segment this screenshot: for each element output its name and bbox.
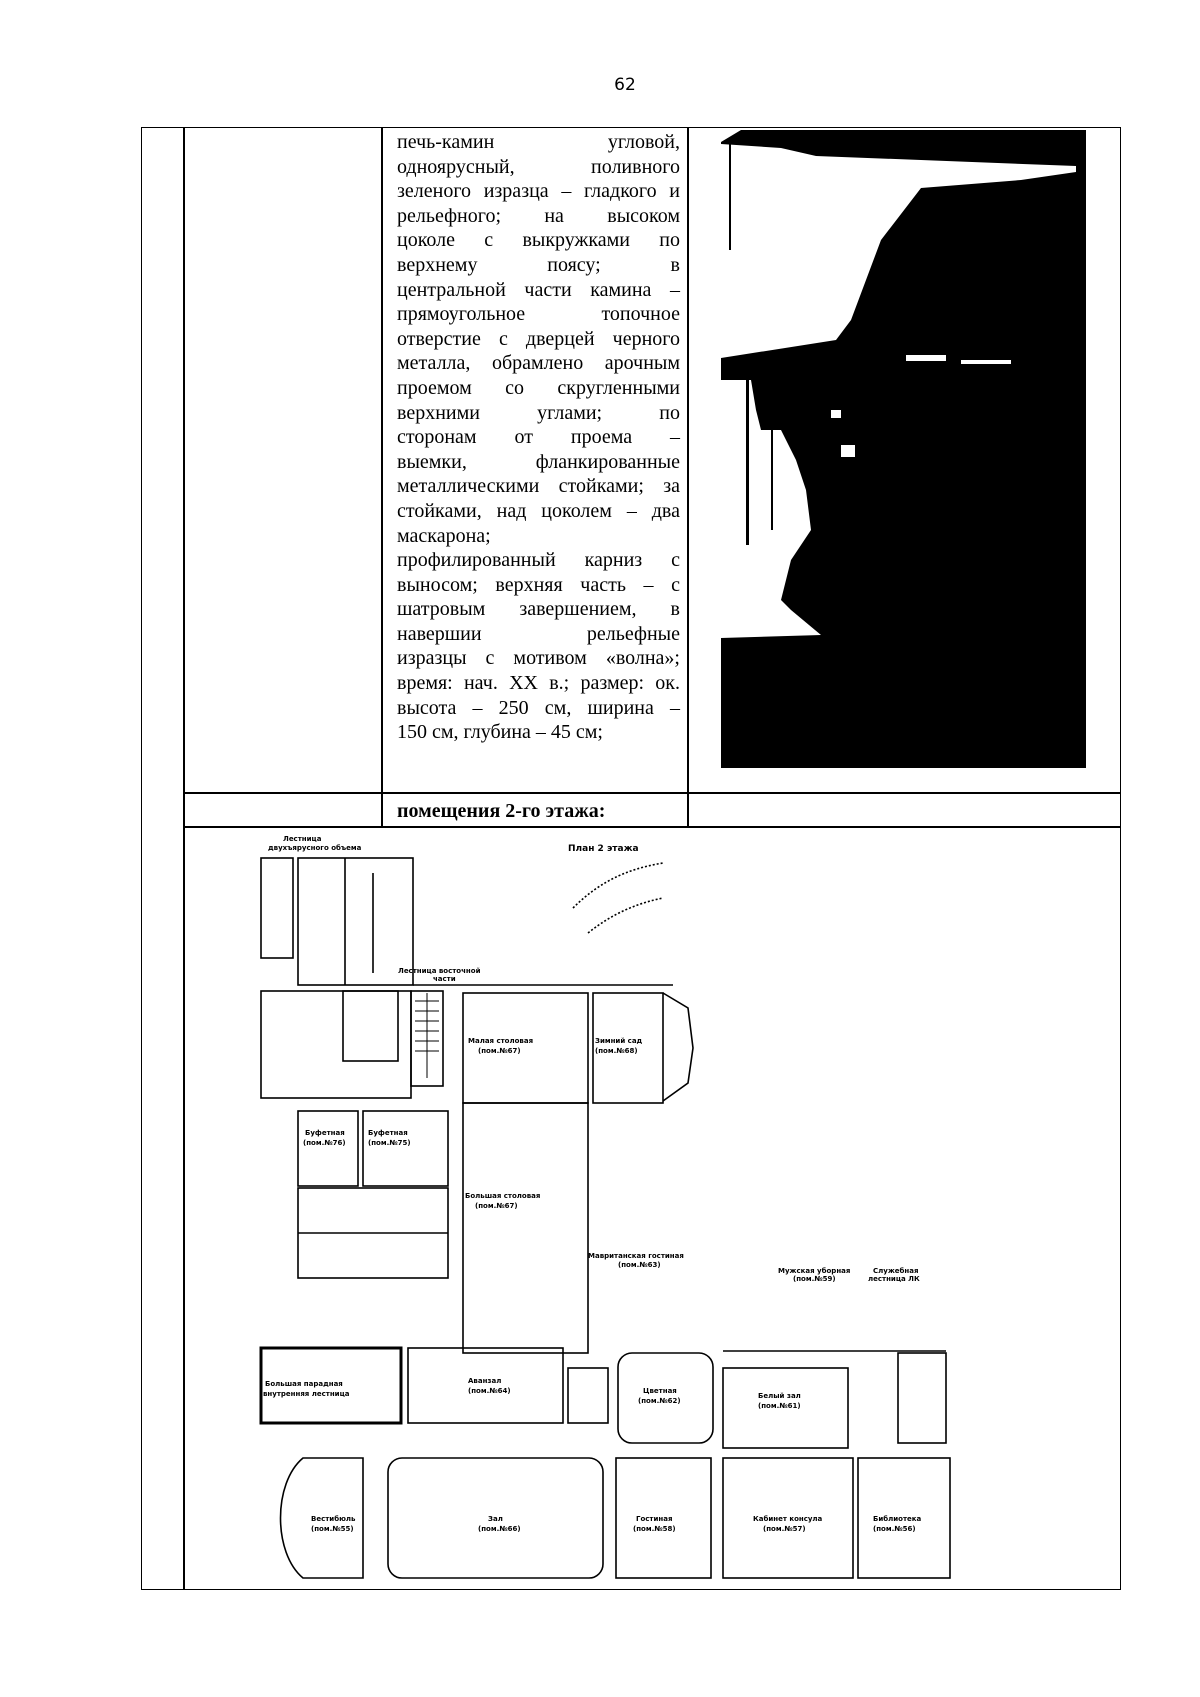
plan-title: План 2 этажа [568,844,639,854]
plan-label: Белый зал [758,1392,801,1400]
plan-label: (пом.№64) [468,1387,511,1395]
plan-label: Лестница восточной [398,967,481,975]
fireplace-description [397,130,680,745]
plan-label: (пом.№67) [475,1202,518,1210]
plan-label: Цветная [643,1387,677,1395]
plan-label: Буфетная [368,1129,408,1137]
description-line: выносом; верхняя часть – с [397,573,680,596]
plan-label: двухъярусного объема [268,844,362,852]
table-column-divider [183,127,185,1590]
plan-label: (пом.№58) [633,1525,676,1533]
floor-plan [243,833,1055,1588]
section-heading: помещения 2-го этажа: [397,800,606,822]
description-line: высота – 250 см, ширина – [397,696,680,719]
plan-label: Аванзал [468,1377,502,1385]
plan-label: (пом.№68) [595,1047,638,1055]
page-number: 62 [614,75,636,95]
description-line: одноярусный, поливного [397,155,680,178]
plan-label: (пом.№76) [303,1139,346,1147]
table-row-divider [183,826,1121,828]
plan-label: (пом.№62) [638,1397,681,1405]
description-line: профилированный карниз с [397,549,680,572]
description-line: шатровым завершением, в [397,598,680,621]
description-line: рельефного; на высоком [397,204,680,227]
plan-label: Большая столовая [465,1192,541,1200]
description-line: металлическими стойками; за [397,475,680,498]
description-line: навершии рельефные [397,622,680,645]
description-line: изразцы с мотивом «волна»; [397,647,680,670]
table-column-divider [381,127,383,827]
description-line: время: нач. XX в.; размер: ок. [397,672,680,695]
description-line: 150 см, глубина – 45 см; [397,721,603,744]
plan-label: Служебная [873,1267,919,1275]
plan-label: (пом.№57) [763,1525,806,1533]
plan-label: (пом.№55) [311,1525,354,1533]
description-line: маскарона; [397,524,491,547]
plan-label: Зал [488,1515,503,1523]
description-line: прямоугольное топочное [397,303,680,326]
fireplace-photo [721,130,1086,768]
plan-label: Библиотека [873,1515,922,1523]
table-row-divider [183,792,1121,794]
description-line: металла, обрамлено арочным [397,352,680,375]
plan-label: Мавританская гостиная [588,1252,684,1260]
table-column-divider [687,127,689,827]
description-line: выемки, фланкированные [397,450,680,473]
plan-label: Кабинет консула [753,1515,823,1523]
plan-label: (пом.№75) [368,1139,411,1147]
plan-label: Малая столовая [468,1037,534,1045]
description-line: сторонам от проема – [397,426,680,449]
plan-label: Вестибюль [311,1515,356,1523]
plan-label: Гостиная [636,1515,673,1523]
description-line: верхними углами; по [397,401,680,424]
plan-label: (пом.№59) [793,1275,836,1283]
description-line: проемом со скругленными [397,376,680,399]
plan-label: (пом.№66) [478,1525,521,1533]
description-line: зеленого изразца – гладкого и [397,180,680,203]
plan-label: внутренняя лестница [263,1390,350,1398]
plan-label: (пом.№63) [618,1261,661,1269]
plan-label: Лестница [283,835,322,843]
description-line: верхнему поясу; в [397,253,680,276]
plan-label: части [433,975,456,983]
plan-label: (пом.№56) [873,1525,916,1533]
plan-label: Зимний сад [595,1037,643,1045]
description-line: стойками, над цоколем – два [397,499,680,522]
plan-label: (пом.№61) [758,1402,801,1410]
description-line: цоколе с выкружками по [397,229,680,252]
plan-label: Мужская уборная [778,1267,851,1275]
plan-label: (пом.№67) [478,1047,521,1055]
description-line: центральной части камина – [397,278,680,301]
plan-label: Буфетная [305,1129,345,1137]
description-line: печь-камин угловой, [397,131,680,153]
plan-label: лестница ЛК [868,1275,920,1283]
description-line: отверстие с дверцей черного [397,327,680,350]
plan-label: Большая парадная [265,1380,343,1388]
